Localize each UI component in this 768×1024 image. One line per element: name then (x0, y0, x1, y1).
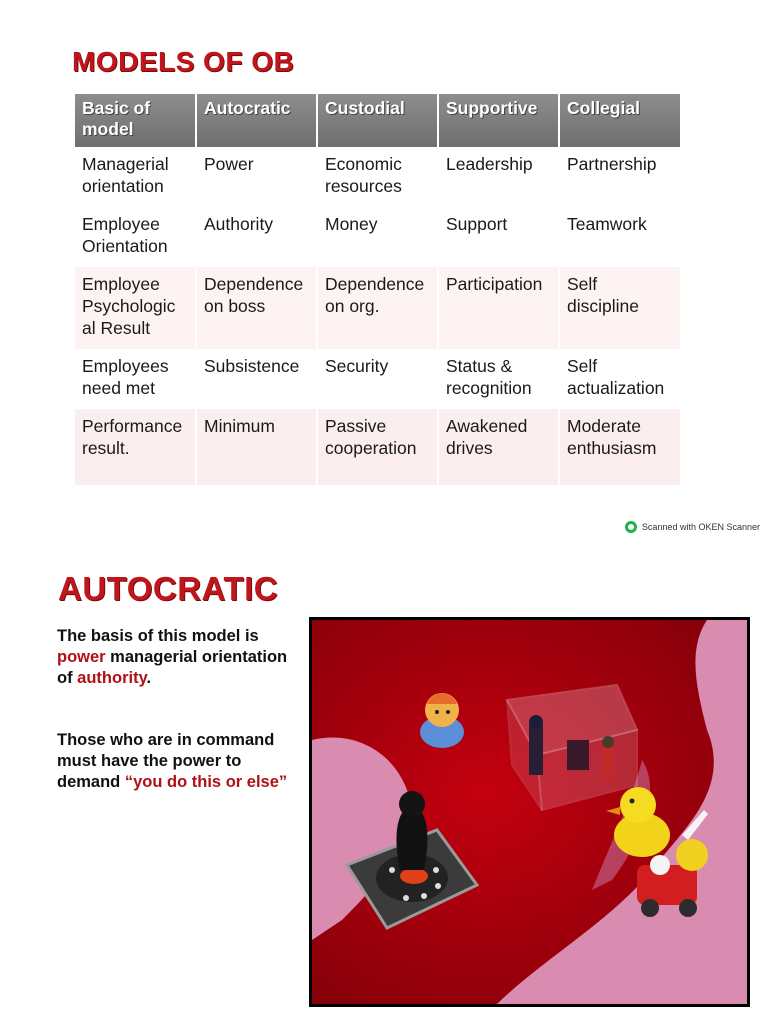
table-cell: Support (438, 207, 559, 267)
table-row (75, 207, 680, 267)
table-cell: Authority (196, 207, 317, 267)
para-text: . (146, 669, 152, 687)
highlight-authority: authority (77, 669, 147, 687)
table-cell: Leadership (438, 147, 559, 207)
para-text: managerial orientation of (57, 648, 288, 687)
table-cell: Performance result. (75, 409, 196, 485)
table-cell: Power (196, 147, 317, 207)
table-cell: Moderate enthusiasm (559, 409, 680, 485)
table-cell: Dependence on org. (317, 267, 438, 349)
table-cell: Subsistence (196, 349, 317, 409)
table-cell: Status & recognition (438, 349, 559, 409)
table-cell: Self discipline (559, 267, 680, 349)
scanner-watermark (625, 521, 760, 533)
models-of-ob-table (75, 94, 680, 485)
para-text: The basis of this model is (57, 627, 259, 645)
scanner-logo-icon (625, 521, 637, 533)
toys-on-carpet-photo (309, 617, 750, 1007)
table-cell: Minimum (196, 409, 317, 485)
scanner-watermark-text: Scanned with OKEN Scanner (641, 522, 760, 532)
table-cell: Dependence on boss (196, 267, 317, 349)
table-row (75, 267, 680, 349)
table-header-row (75, 94, 680, 147)
header-custodial: Custodial (317, 94, 438, 147)
table-cell: Teamwork (559, 207, 680, 267)
slide-title-autocratic: AUTOCRATIC (58, 570, 279, 607)
table-cell: Money (317, 207, 438, 267)
table-row (75, 147, 680, 207)
slide-title-models-of-ob: MODELS OF OB (72, 46, 295, 77)
table-cell: Employee Psychologic al Result (75, 267, 196, 349)
table-cell: Participation (438, 267, 559, 349)
table-cell: Partnership (559, 147, 680, 207)
header-autocratic: Autocratic (196, 94, 317, 147)
table-cell: Managerial orientation (75, 147, 196, 207)
header-supportive: Supportive (438, 94, 559, 147)
table-cell: Economic resources (317, 147, 438, 207)
table-row (75, 349, 680, 409)
autocratic-basis-paragraph (57, 626, 297, 689)
command-paragraph (57, 730, 297, 793)
table-row (75, 409, 680, 485)
table-cell: Employee Orientation (75, 207, 196, 267)
table-cell: Employees need met (75, 349, 196, 409)
table-cell: Awakened drives (438, 409, 559, 485)
para-text: Those who are in command must have the power to demand (57, 731, 275, 791)
header-basis-of-model: Basic of model (75, 94, 196, 147)
highlight-power: power (57, 648, 106, 666)
highlight-quote: “you do this or else” (124, 773, 288, 791)
table-cell: Security (317, 349, 438, 409)
table-cell: Passive cooperation (317, 409, 438, 485)
photo-illustration (312, 620, 747, 1004)
header-collegial: Collegial (559, 94, 680, 147)
table-cell: Self actualization (559, 349, 680, 409)
